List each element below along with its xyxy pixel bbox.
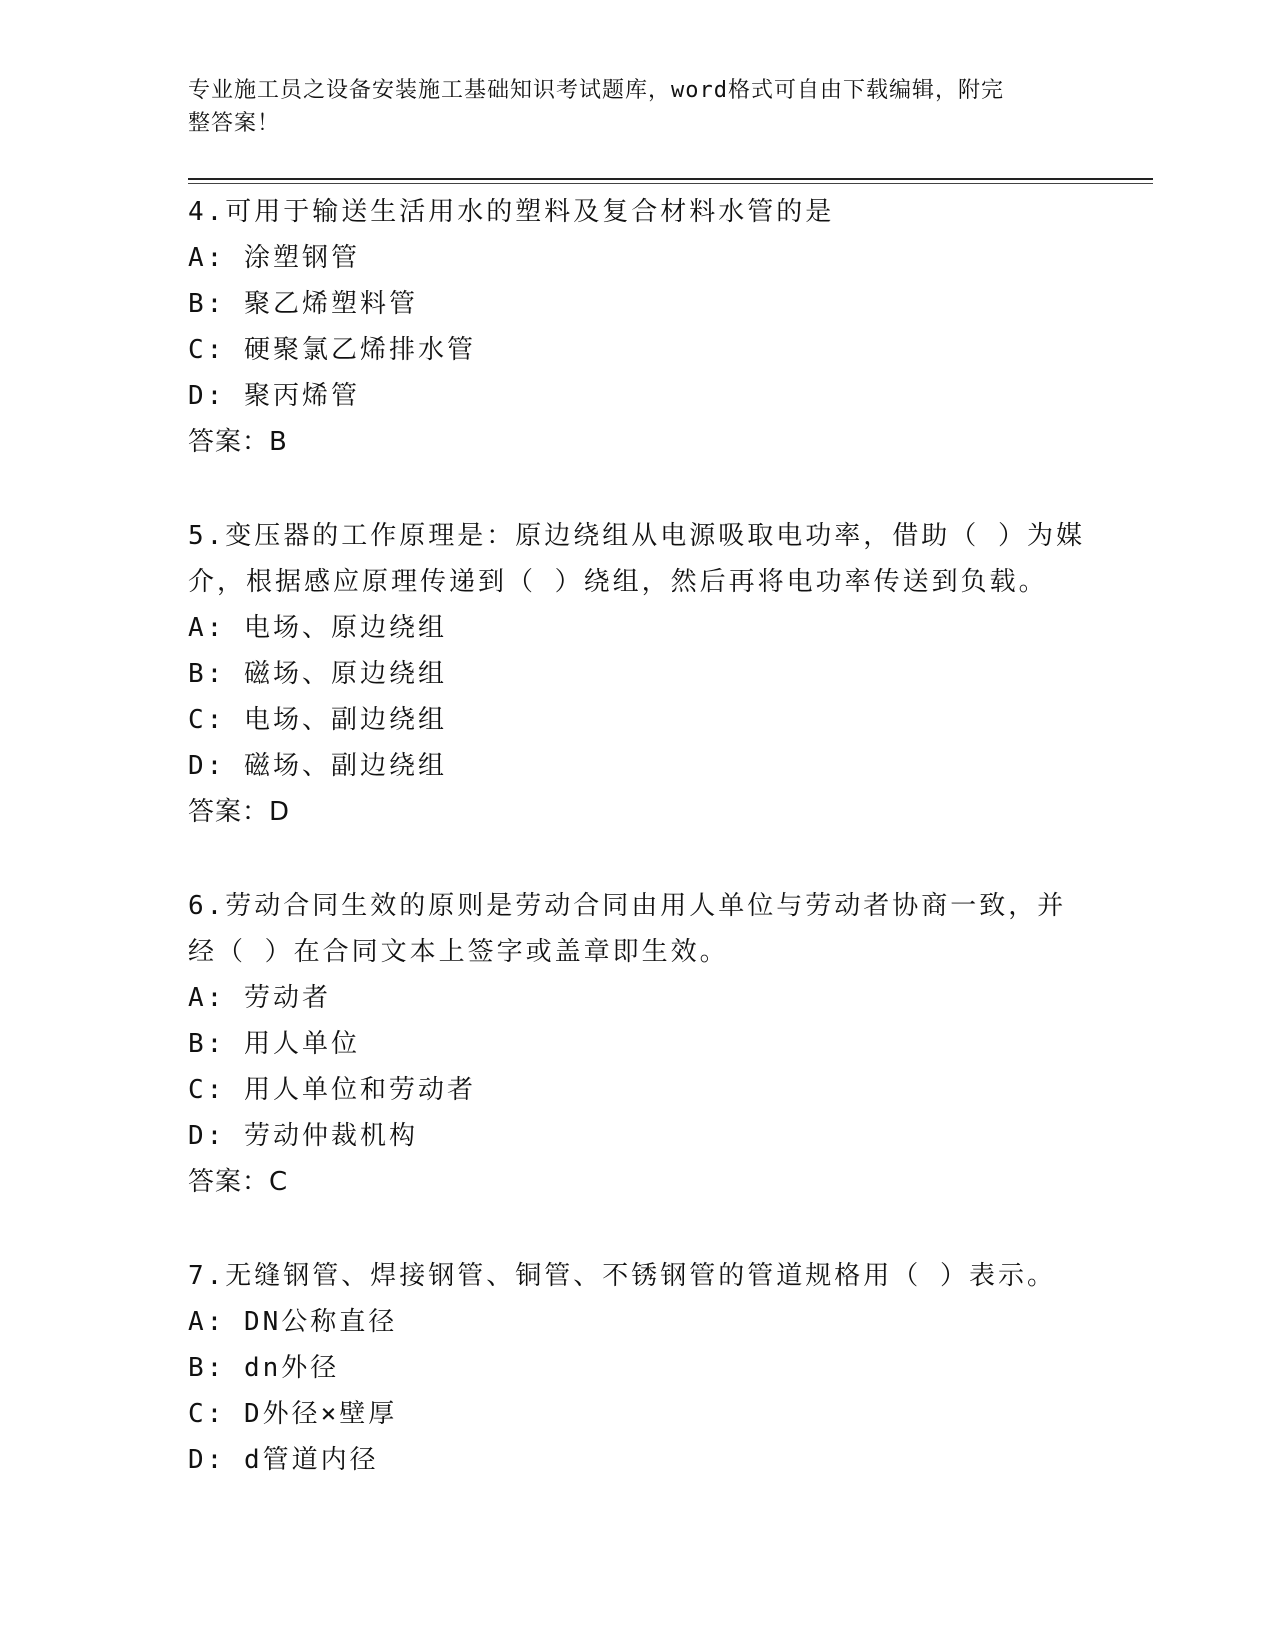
question-list bbox=[188, 189, 1088, 1531]
option-b: B: dn外径 bbox=[188, 1353, 340, 1383]
header-line-2: 整答案！ bbox=[188, 111, 281, 136]
answer: 答案：C bbox=[188, 1167, 289, 1197]
header-divider-thick bbox=[188, 178, 1153, 180]
question-7 bbox=[188, 1253, 1088, 1483]
question-text: 6.劳动合同生效的原则是劳动合同由用人单位与劳动者协商一致，并 bbox=[188, 891, 1067, 921]
option-b: B: 用人单位 bbox=[188, 1029, 360, 1059]
option-d: D: 聚丙烯管 bbox=[188, 381, 360, 411]
question-text: 5.变压器的工作原理是：原边绕组从电源吸取电功率，借助（ ）为媒 bbox=[188, 521, 1085, 551]
option-d: D: 磁场、副边绕组 bbox=[188, 751, 447, 781]
question-4 bbox=[188, 189, 1088, 465]
header-line-1: 专业施工员之设备安装施工基础知识考试题库，word格式可自由下载编辑，附完 bbox=[188, 78, 1004, 103]
document-header bbox=[188, 74, 1068, 140]
question-text: 4.可用于输送生活用水的塑料及复合材料水管的是 bbox=[188, 197, 835, 227]
question-text: 7.无缝钢管、焊接钢管、铜管、不锈钢管的管道规格用（ ）表示。 bbox=[188, 1261, 1056, 1291]
option-a: A: DN公称直径 bbox=[188, 1307, 398, 1337]
question-text-continued: 介，根据感应原理传递到（ ）绕组，然后再将电功率传送到负载。 bbox=[188, 567, 1048, 597]
option-d: D: d管道内径 bbox=[188, 1445, 379, 1475]
option-a: A: 涂塑钢管 bbox=[188, 243, 360, 273]
header-divider-thin bbox=[188, 183, 1153, 184]
option-c: C: 用人单位和劳动者 bbox=[188, 1075, 476, 1105]
question-text-continued: 经（ ）在合同文本上签字或盖章即生效。 bbox=[188, 937, 729, 967]
option-c: C: D外径×壁厚 bbox=[188, 1399, 398, 1429]
question-5 bbox=[188, 513, 1088, 835]
option-c: C: 电场、副边绕组 bbox=[188, 705, 447, 735]
option-c: C: 硬聚氯乙烯排水管 bbox=[188, 335, 476, 365]
option-d: D: 劳动仲裁机构 bbox=[188, 1121, 418, 1151]
option-a: A: 电场、原边绕组 bbox=[188, 613, 447, 643]
question-6 bbox=[188, 883, 1088, 1205]
option-b: B: 磁场、原边绕组 bbox=[188, 659, 447, 689]
option-a: A: 劳动者 bbox=[188, 983, 331, 1013]
option-b: B: 聚乙烯塑料管 bbox=[188, 289, 418, 319]
answer: 答案：D bbox=[188, 797, 291, 827]
answer: 答案：B bbox=[188, 427, 288, 457]
